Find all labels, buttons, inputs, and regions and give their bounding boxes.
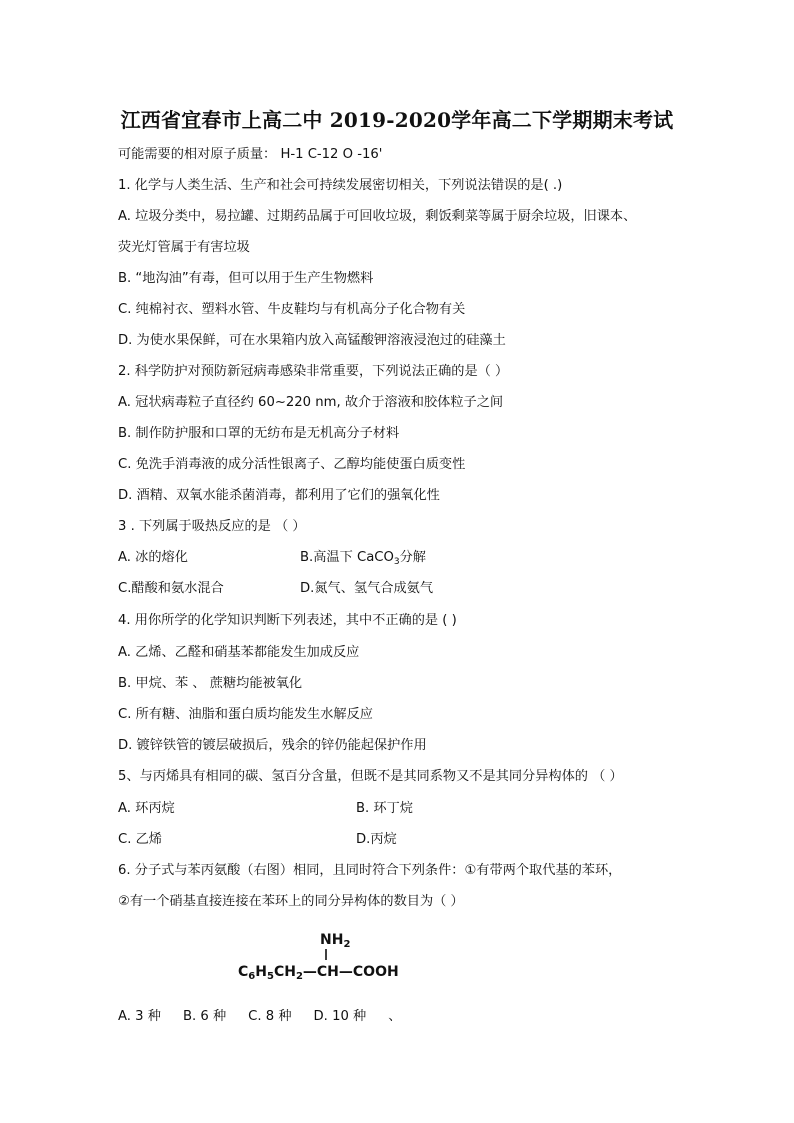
question-2-option-a: A. 冠状病毒粒子直径约 60~220 nm, 故介于溶液和胶体粒子之间 (118, 395, 504, 410)
question-6-option-a: A. 3 种 (118, 1009, 161, 1024)
question-3-stem: 3 . 下列属于吸热反应的是 （ ） (118, 519, 306, 534)
question-5-option-d: D.丙烷 (356, 832, 397, 847)
question-5-option-a: A. 环丙烷 (118, 801, 175, 816)
question-4-option-b: B. 甲烷、苯 、 蔗糖均能被氧化 (118, 676, 303, 691)
question-4-stem: 4. 用你所学的化学知识判断下列表述，其中不正确的是 ( ) (118, 613, 457, 628)
question-5-option-b: B. 环丁烷 (356, 801, 413, 816)
question-5-stem: 5、与丙烯具有相同的碳、氢百分含量，但既不是其同系物又不是其同分异构体的 （ ） (118, 769, 623, 784)
question-6-options (118, 1008, 423, 1026)
question-4-option-a: A. 乙烯、乙醛和硝基苯都能发生加成反应 (118, 645, 360, 660)
question-1-option-a-cont: 荧光灯管属于有害垃圾 (118, 240, 250, 255)
question-1-option-b: B. “地沟油”有毒，但可以用于生产生物燃料 (118, 271, 374, 286)
question-3-option-b-subscript: 3 (393, 557, 400, 567)
question-6-stem: 6. 分子式与苯丙氨酸（右图）相同，且同时符合下列条件：①有带两个取代基的苯环， (118, 863, 622, 878)
phenylalanine-structure (236, 928, 416, 988)
question-3-option-c: C.醋酸和氨水混合 (118, 581, 224, 596)
question-2-option-c: C. 免洗手消毒液的成分活性银离子、乙醇均能使蛋白质变性 (118, 457, 466, 472)
question-3-option-d: D.氮气、氢气合成氨气 (300, 581, 434, 596)
atomic-masses-note: 可能需要的相对原子质量： H-1 C-12 O -16' (118, 147, 383, 162)
question-5-option-c: C. 乙烯 (118, 832, 162, 847)
question-6-option-c: C. 8 种 (248, 1009, 292, 1024)
question-3-option-a: A. 冰的熔化 (118, 550, 188, 565)
page-title: 江西省宜春市上高二中 2019-2020学年高二下学期期末考试 (120, 108, 674, 132)
question-6-option-b: B. 6 种 (182, 1009, 227, 1024)
question-1-option-d: D. 为使水果保鲜，可在水果箱内放入高锰酸钾溶液浸泡过的硅藻土 (118, 333, 506, 348)
question-6-trailing-mark: 、 (388, 1009, 402, 1024)
question-1-option-a: A. 垃圾分类中，易拉罐、过期药品属于可回收垃圾，剩饭剩菜等属于厨余垃圾，旧课本、 (118, 209, 637, 224)
question-6-stem-cont: ②有一个硝基直接连接在苯环上的同分异构体的数目为（ ） (118, 894, 464, 909)
question-3-option-b-tail: 分解 (399, 550, 426, 565)
question-3-option-b (300, 549, 426, 571)
question-2-option-d: D. 酒精、双氧水能杀菌消毒，都利用了它们的强氧化性 (118, 488, 440, 503)
question-1-option-c: C. 纯棉衬衣、塑料水管、牛皮鞋均与有机高分子化合物有关 (118, 302, 466, 317)
question-1-stem: 1. 化学与人类生活、生产和社会可持续发展密切相关，下列说法错误的是( .) (118, 178, 563, 193)
backbone-label: $C_6H_5CH_2—CH—COOH$ (238, 964, 399, 982)
question-2-option-b: B. 制作防护服和口罩的无纺布是无机高分子材料 (118, 426, 400, 441)
question-6-option-d: D. 10 种 (313, 1009, 367, 1024)
question-4-option-c: C. 所有糖、油脂和蛋白质均能发生水解反应 (118, 707, 373, 722)
question-4-option-d: D. 镀锌铁管的镀层破损后，残余的锌仍能起保护作用 (118, 738, 427, 753)
question-3-option-b-text: B.高温下 CaCO (300, 550, 394, 565)
question-2-stem: 2. 科学防护对预防新冠病毒感染非常重要，下列说法正确的是（ ） (118, 364, 509, 379)
amino-group-label: $NH_2$ (320, 932, 351, 950)
